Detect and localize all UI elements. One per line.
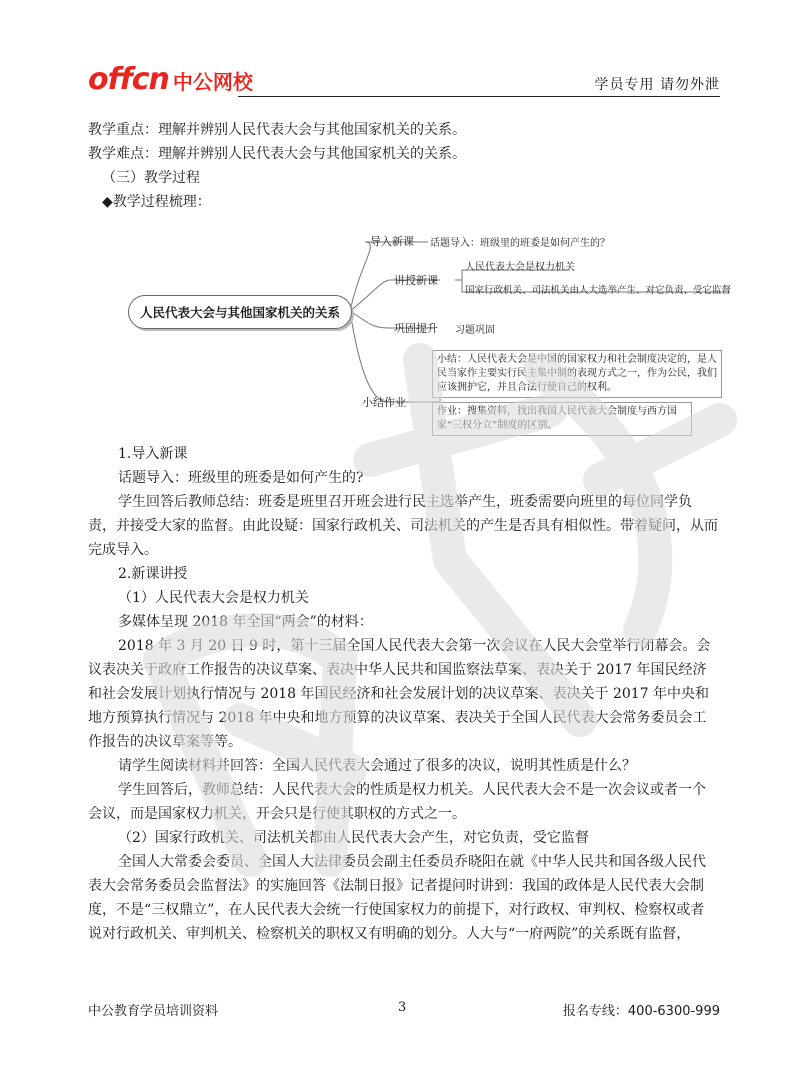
content-p8: 请学生阅读材料并回答：全国人民代表大会通过了很多的决议，说明其性质是什么？ bbox=[118, 758, 636, 774]
header-notice: 学员专用 请勿外泄 bbox=[594, 77, 720, 93]
branch-intro: 导入新课 bbox=[370, 235, 414, 248]
leaf-intro-topic: 话题导入：班级里的班委是如何产生的？ bbox=[430, 238, 610, 249]
page-header bbox=[88, 60, 720, 100]
leaf-exercise: 习题巩固 bbox=[455, 325, 495, 336]
leaf-homework: 作业：搜集资料，找出我国人民代表大会制度与西方国家“三权分立”制度的区别。 bbox=[432, 402, 692, 436]
mind-map bbox=[110, 224, 750, 444]
leaf-power-organ: 人民代表大会是权力机关 bbox=[465, 262, 575, 273]
teaching-key-point: 教学重点：理解并辨别人民代表大会与其他国家机关的关系。 bbox=[88, 122, 466, 138]
footer-left: 中公教育学员培训资料 bbox=[88, 1004, 219, 1019]
offcn-logo bbox=[88, 60, 253, 96]
branch-new-lesson: 讲授新课 bbox=[394, 274, 438, 287]
content-p4: 2.新课讲授 bbox=[118, 566, 188, 582]
header-divider bbox=[238, 96, 720, 97]
content-p11: 全国人大常委会委员、全国人大法律委员会副主任委员乔晓阳在就《中华人民共和国各级人民代表大会常务委员会监督法》的实施回答《法制日报》记者提问时讲到：我国的政体是人民代表大会制度，不是“三权鼎立”，在人民代表大会统一行使国家权力的前提下，对行政权、审判权、检察权或者说对行政机关、审判机关、检察机关的职权又有明确的划分。人大与“一府两院”的关系既有监督， bbox=[88, 854, 706, 942]
branch-summary: 小结作业 bbox=[362, 396, 406, 409]
leaf-organs-relation: 国家行政机关、司法机关由人大选举产生、对它负责、受它监督 bbox=[465, 285, 732, 296]
content-p5: （1）人民代表大会是权力机关 bbox=[118, 590, 309, 606]
process-heading: ◆教学过程梳理： bbox=[102, 194, 211, 210]
logo-cn: 中公网校 bbox=[172, 70, 253, 94]
section-heading: （三）教学过程 bbox=[102, 170, 200, 186]
page-footer bbox=[88, 1000, 720, 1030]
logo-en: offcn bbox=[88, 62, 169, 97]
branch-consolidate: 巩固提升 bbox=[394, 322, 438, 335]
leaf-summary: 小结：人民代表大会是中国的国家权力和社会制度决定的，是人民当家作主要实行民主集中制的表现方式之一，作为公民，我们应该拥护它，并且合法行使自己的权利。 bbox=[432, 350, 722, 398]
content-p1: 1.导入新课 bbox=[118, 446, 188, 462]
content-p6: 多媒体呈现 2018 年全国“两会”的材料： bbox=[118, 614, 373, 630]
content-p3: 学生回答后教师总结：班委是班里召开班会进行民主选举产生，班委需要向班里的每位同学负责，并接受大家的监督。由此设疑：国家行政机关、司法机关的产生是否具有相似性。带着疑问，从而完成导入。 bbox=[88, 494, 718, 558]
mind-map-center: 人民代表大会与其他国家机关的关系 bbox=[128, 295, 352, 329]
content-p7: 2018 年 3 月 20 日 9 时，第十三届全国人民代表大会第一次会议在人民大会堂举行闭幕会。会议表决关于政府工作报告的决议草案、表决中华人民共和国监察法草案、表决关于 2017 年国民经济和社会发展计划执行情况与 2018 年国民经济和社会发展计划的决议草案、表决关于 2017 年中央和地方预算执行情况与 2018 年中央和地方预算的决议草案、表决关于全国人民代表大会常务委员会工作报告的决议草案等等。 bbox=[88, 638, 711, 750]
content-p2: 话题导入：班级里的班委是如何产生的? bbox=[118, 470, 364, 486]
content-p10: （2）国家行政机关、司法机关都由人民代表大会产生，对它负责，受它监督 bbox=[118, 830, 589, 846]
intro-section bbox=[88, 118, 718, 214]
page-number: 3 bbox=[398, 1000, 407, 1015]
footer-hotline: 报名专线：400-6300-999 bbox=[562, 1004, 720, 1019]
content-p9: 学生回答后，教师总结：人民代表大会的性质是权力机关。人民代表大会不是一次会议或者一个会议，而是国家权力机关，开会只是行使其职权的方式之一。 bbox=[88, 782, 706, 822]
main-content bbox=[88, 442, 718, 946]
teaching-difficulty: 教学难点：理解并辨别人民代表大会与其他国家机关的关系。 bbox=[88, 146, 466, 162]
